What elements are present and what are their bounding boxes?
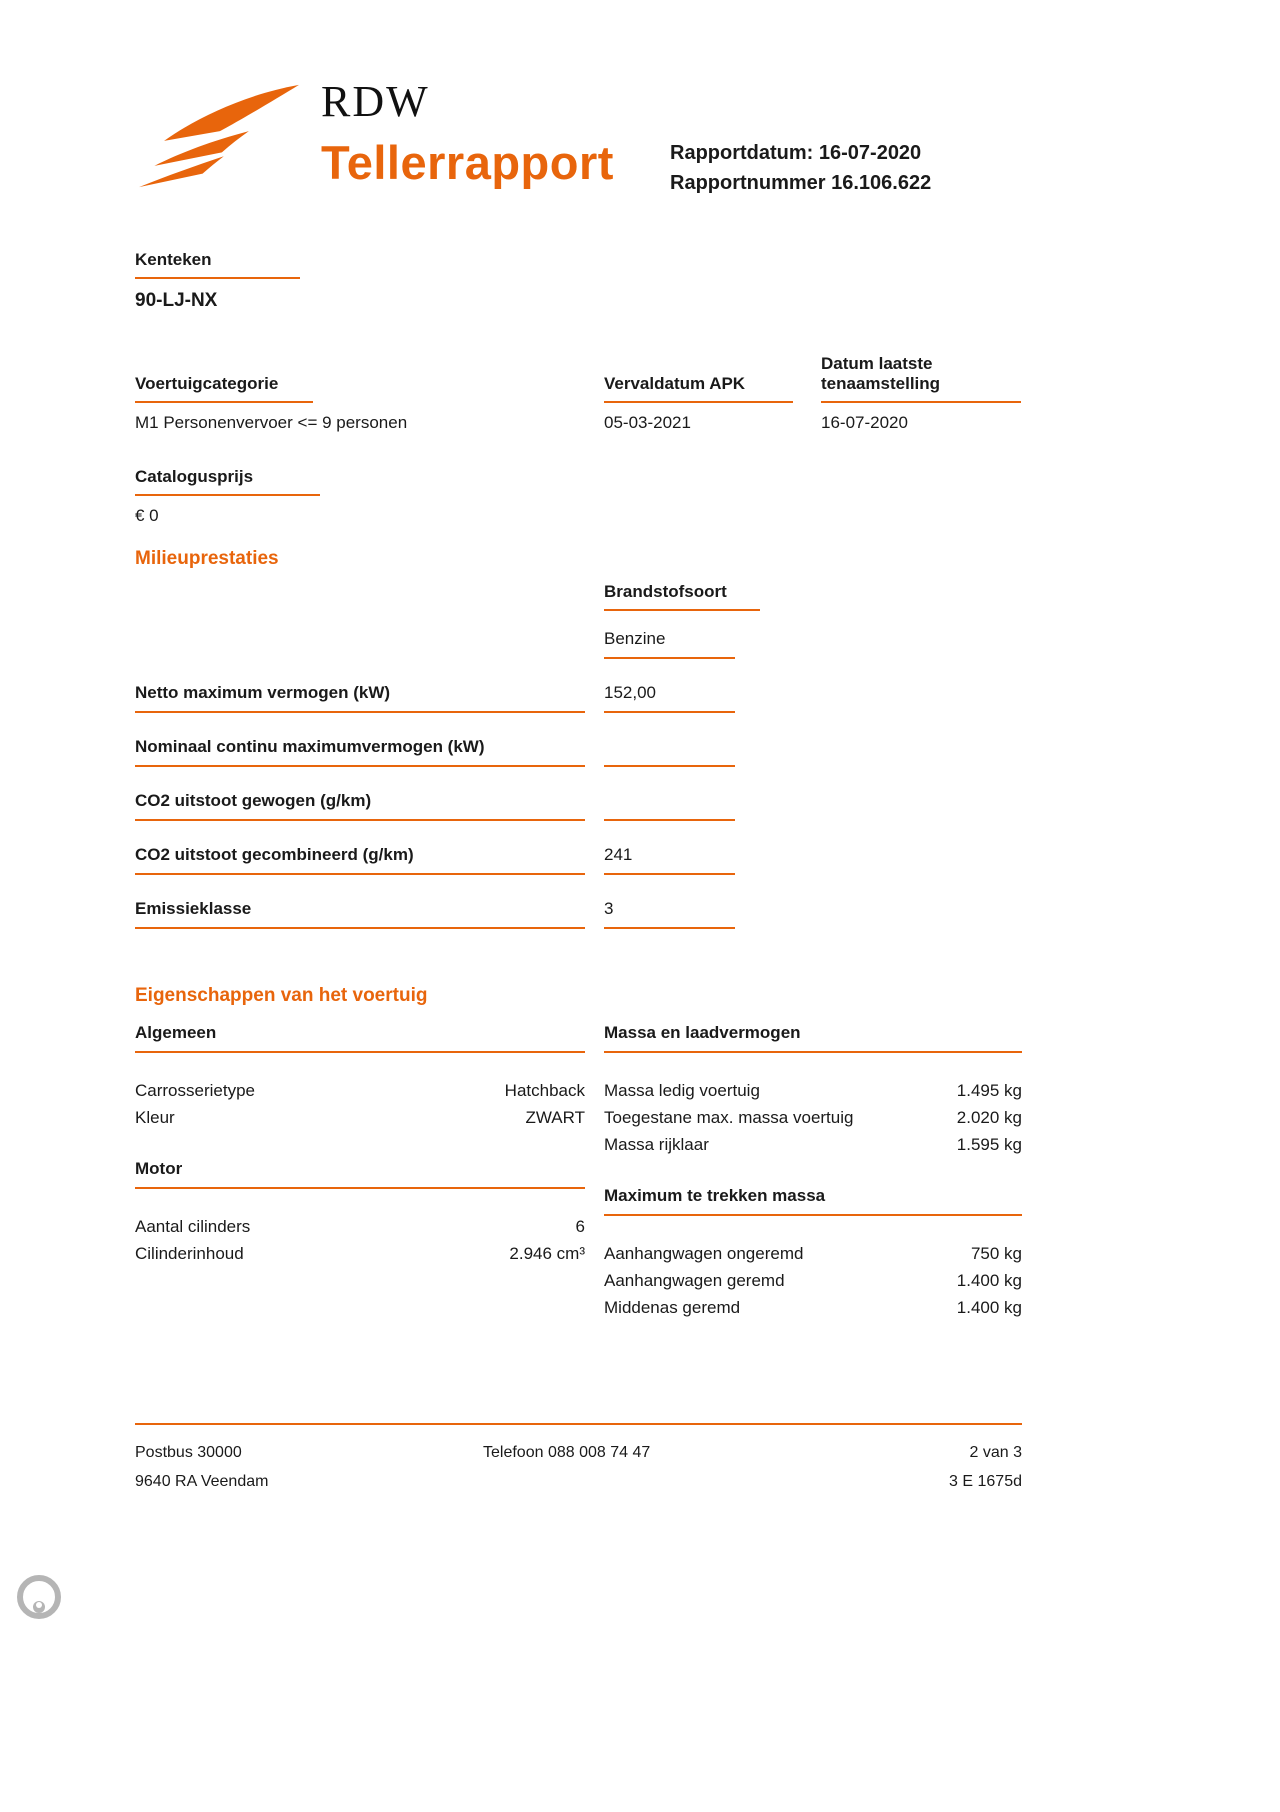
datum-laatste-tenaamstelling-label: Datum laatste tenaamstelling: [821, 354, 1021, 403]
spec-row-emissieklasse: [135, 899, 1022, 929]
datum-laatste-tenaamstelling-field: [821, 354, 1021, 435]
trekken-section: [604, 1186, 1022, 1321]
spec-value: 241: [604, 845, 735, 875]
kv-label: Kleur: [135, 1108, 175, 1127]
catalogusprijs-value: € 0: [135, 506, 159, 525]
report-info: [670, 138, 1022, 198]
spec-row-netto-vermogen: [135, 683, 1022, 713]
brandstofsoort-label: Brandstofsoort: [604, 582, 760, 611]
kv-row-cilinderinhoud: [135, 1240, 585, 1267]
kv-row-massa-rijklaar: [604, 1131, 1022, 1158]
spec-label: CO2 uitstoot gewogen (g/km): [135, 791, 585, 821]
kv-label: Toegestane max. massa voertuig: [604, 1108, 854, 1127]
spec-value: 3: [604, 899, 735, 929]
footer-page-block: [949, 1438, 1022, 1496]
catalogusprijs-label: Catalogusprijs: [135, 467, 320, 496]
kv-value: 2.946 cm³: [509, 1244, 585, 1263]
voertuigcategorie-label: Voertuigcategorie: [135, 374, 313, 403]
vervaldatum-apk-value: 05-03-2021: [604, 413, 691, 432]
rdw-wing-icon: [135, 83, 303, 189]
watermark-icon: [16, 1574, 62, 1620]
kenteken-label: Kenteken: [135, 250, 300, 279]
kv-value: ZWART: [525, 1108, 585, 1127]
algemeen-section: [135, 1023, 585, 1131]
kv-label: Carrosserietype: [135, 1081, 255, 1100]
brandstofsoort-value: Benzine: [604, 629, 735, 659]
vervaldatum-apk-label: Vervaldatum APK: [604, 374, 793, 403]
brandstofsoort-field: [604, 582, 1022, 659]
kv-row-aanhangwagen-geremd: [604, 1267, 1022, 1294]
eigenschappen-heading: Eigenschappen van het voertuig: [135, 985, 428, 1006]
spec-value: 152,00: [604, 683, 735, 713]
datum-laatste-tenaamstelling-value: 16-07-2020: [821, 413, 908, 432]
trekken-heading: Maximum te trekken massa: [604, 1186, 1022, 1216]
kv-value: 6: [575, 1217, 585, 1236]
kv-row-kleur: [135, 1104, 585, 1131]
footer-address: [135, 1438, 483, 1496]
kv-row-massa-ledig: [604, 1077, 1022, 1104]
spec-row-co2-gecombineerd: [135, 845, 1022, 875]
kv-value: 2.020 kg: [956, 1108, 1022, 1127]
kv-value: 1.595 kg: [956, 1135, 1022, 1154]
footer-page-number: 2 van 3: [969, 1444, 1022, 1461]
kv-label: Aanhangwagen ongeremd: [604, 1244, 804, 1263]
report-number: Rapportnummer 16.106.622: [670, 172, 932, 194]
kv-row-toegestane-massa: [604, 1104, 1022, 1131]
brand-name: RDW: [321, 77, 430, 126]
spec-label: Nominaal continu maximumvermogen (kW): [135, 737, 585, 767]
catalogusprijs-section: [135, 467, 1022, 526]
spec-value: [604, 791, 735, 821]
kenteken-section: [135, 250, 1022, 312]
eigenschappen-columns: [135, 1023, 1022, 1321]
spec-label: CO2 uitstoot gecombineerd (g/km): [135, 845, 585, 875]
kenteken-value: 90-LJ-NX: [135, 290, 218, 311]
footer-address-line2: 9640 RA Veendam: [135, 1473, 269, 1490]
spec-label: Netto maximum vermogen (kW): [135, 683, 585, 713]
eigenschappen-right-column: [604, 1023, 1022, 1321]
voertuigcategorie-field: [135, 374, 585, 435]
spec-row-nominaal-vermogen: [135, 737, 1022, 767]
kv-label: Aantal cilinders: [135, 1217, 251, 1236]
page-footer: [135, 1423, 1022, 1496]
document-title: Tellerrapport: [321, 136, 614, 189]
milieuprestaties-heading: Milieuprestaties: [135, 548, 279, 569]
massa-heading: Massa en laadvermogen: [604, 1023, 1022, 1053]
rdw-logo: [135, 76, 614, 190]
kv-label: Aanhangwagen geremd: [604, 1271, 785, 1290]
kv-value: 1.400 kg: [956, 1298, 1022, 1317]
kv-row-aantal-cilinders: [135, 1213, 585, 1240]
kv-value: 1.495 kg: [956, 1081, 1022, 1100]
kv-value: 750 kg: [970, 1244, 1022, 1263]
kv-label: Massa rijklaar: [604, 1135, 709, 1154]
kv-row-carrosserietype: [135, 1077, 585, 1104]
footer-address-line1: Postbus 30000: [135, 1444, 242, 1461]
spec-row-co2-gewogen: [135, 791, 1022, 821]
kv-label: Middenas geremd: [604, 1298, 741, 1317]
vervaldatum-apk-field: [604, 374, 793, 435]
kv-value: Hatchback: [504, 1081, 585, 1100]
voertuigcategorie-value: M1 Personenvervoer <= 9 personen: [135, 413, 408, 432]
motor-heading: Motor: [135, 1159, 585, 1189]
spec-value: [604, 737, 735, 767]
report-date: Rapportdatum: 16-07-2020: [670, 142, 922, 164]
footer-doc-code: 3 E 1675d: [949, 1473, 1022, 1490]
kv-label: Massa ledig voertuig: [604, 1081, 760, 1100]
massa-section: [604, 1023, 1022, 1158]
algemeen-heading: Algemeen: [135, 1023, 585, 1053]
motor-section: [135, 1159, 585, 1267]
info-row: [135, 354, 1022, 435]
report-header: [135, 0, 1022, 198]
kv-row-middenas-geremd: [604, 1294, 1022, 1321]
kv-label: Cilinderinhoud: [135, 1244, 244, 1263]
footer-phone: Telefoon 088 008 74 47: [483, 1444, 651, 1461]
kv-row-aanhangwagen-ongeremd: [604, 1240, 1022, 1267]
spec-label: Emissieklasse: [135, 899, 585, 929]
eigenschappen-left-column: [135, 1023, 585, 1321]
kv-value: 1.400 kg: [956, 1271, 1022, 1290]
